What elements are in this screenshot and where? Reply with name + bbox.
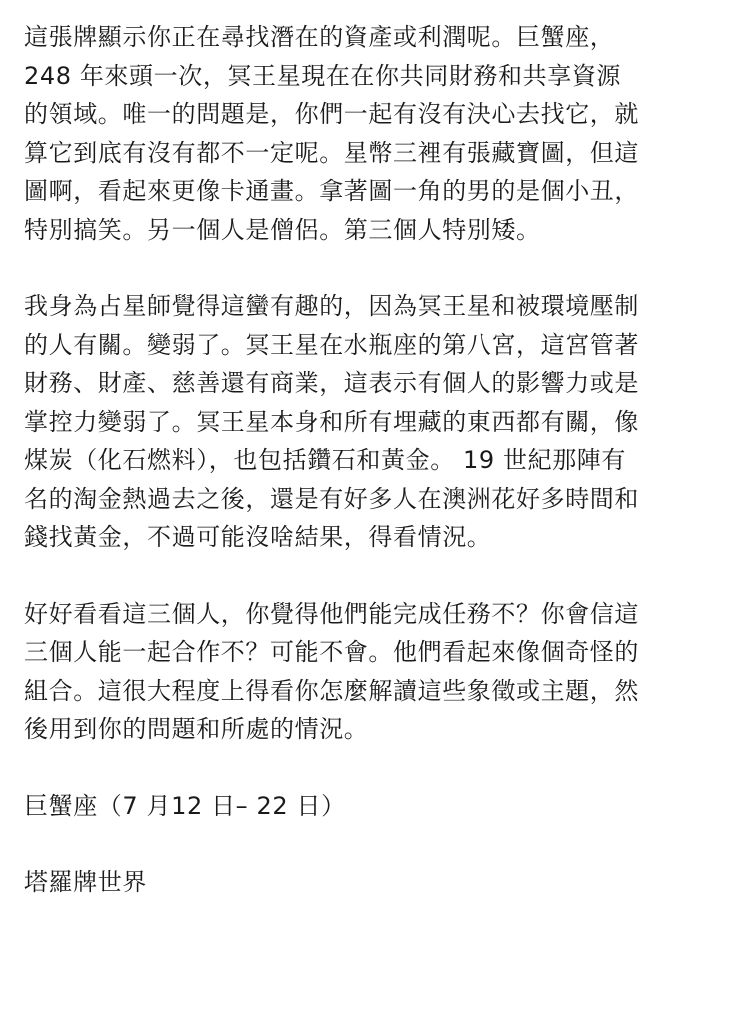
paragraph-1	[24, 18, 714, 249]
paragraph-2	[24, 287, 714, 557]
source-line	[24, 863, 714, 902]
text-line: 財務、財產、慈善還有商業，這表示有個人的影響力或是	[24, 369, 639, 397]
text-line: 248 年來頭一次，冥王星現在在你共同財務和共享資源	[24, 61, 622, 90]
text-line: 我身為占星師覺得這蠻有趣的，因為冥王星和被環境壓制	[24, 292, 639, 320]
text-line: 的領域。唯一的問題是，你們一起有沒有決心去找它，就	[24, 100, 639, 128]
text-line: 好好看看這三個人，你覺得他們能完成任務不？你會信這	[24, 599, 639, 628]
text-line: 的人有關。變弱了。冥王星在水瓶座的第八宮，這宮管著	[24, 330, 639, 359]
article-body	[24, 18, 714, 902]
text-line: 後用到你的問題和所處的情況。	[24, 715, 369, 743]
paragraph-3	[24, 595, 714, 749]
text-line: 算它到底有沒有都不一定呢。星幣三裡有張藏寶圖，但這	[24, 138, 639, 167]
text-line: 特別搞笑。另一個人是僧侶。第三個人特別矮。	[24, 215, 541, 244]
text-line: 圖啊，看起來更像卡通畫。拿著圖一角的男的是個小丑，	[24, 177, 639, 205]
text-line: 三個人能一起合作不？可能不會。他們看起來像個奇怪的	[24, 638, 639, 666]
text-line: 組合。這很大程度上得看你怎麼解讀這些象徵或主題，然	[24, 676, 639, 705]
sign-dates-line	[24, 787, 714, 826]
text-line: 煤炭（化石燃料），也包括鑽石和黃金。 19 世紀那陣有	[24, 446, 626, 474]
sign-dates: 巨蟹座（7 月12 日– 22 日）	[24, 791, 346, 820]
text-line: 這張牌顯示你正在尋找潛在的資產或利潤呢。巨蟹座，	[24, 23, 615, 51]
text-line: 名的淘金熱過去之後，還是有好多人在澳洲花好多時間和	[24, 484, 639, 513]
source-name: 塔羅牌世界	[24, 868, 147, 896]
text-line: 掌控力變弱了。冥王星本身和所有埋藏的東西都有關，像	[24, 407, 639, 436]
text-line: 錢找黃金，不過可能沒啥結果，得看情況。	[24, 523, 492, 551]
